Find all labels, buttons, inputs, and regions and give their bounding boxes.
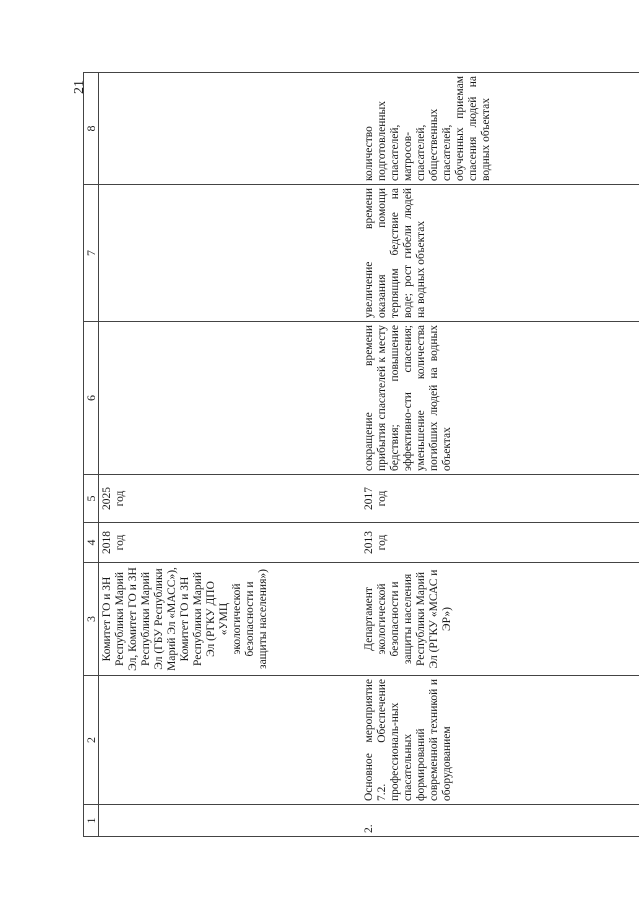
expected-result: сокращение времени прибытия спасателей к месту бедствия; повышение эффективно-сти спасения; уменьшение количества погибших людей на водных объектах	[361, 322, 639, 475]
measure-name	[99, 676, 362, 805]
start-year: 2018 год	[99, 523, 362, 563]
header-col-8: 8	[84, 73, 99, 185]
header-col-1: 1	[84, 805, 99, 837]
responsible-executor: Департамент экологической безопасности и защиты населения Республики Марий Эл (РГКУ «МСАС и ЭР»)	[361, 563, 639, 676]
table-row	[361, 73, 639, 837]
page-number: 21	[72, 80, 87, 94]
header-row	[84, 73, 99, 837]
end-year: 2017 год	[361, 475, 639, 523]
header-col-5: 5	[84, 475, 99, 523]
header-col-6: 6	[84, 322, 99, 475]
row-number: 2.	[361, 805, 639, 837]
responsible-executor: Комитет ГО и ЗН Республики Марий Эл, Комитет ГО и ЗН Республики Марий Эл (ГБУ Республики Марий Эл «МАСС»), Комитет ГО и ЗН Республики Марий Эл (РГКУ ДПО «УМЦ экологической безопасности и защиты населения»)	[99, 563, 362, 676]
linked-indicator	[99, 73, 362, 185]
non-implementation-consequence: увеличение времени оказания помощи терпящим бедствие на воде; рост гибели людей на водных объектах	[361, 185, 639, 322]
table-row	[99, 73, 362, 837]
linked-indicator: количество подготовленных спасателей, матросов-спасателей, общественных спасателей, обученных приемам спасения людей на водных объектах	[361, 73, 639, 185]
end-year: 2025 год	[99, 475, 362, 523]
row-number	[99, 805, 362, 837]
header-col-7: 7	[84, 185, 99, 322]
header-col-4: 4	[84, 523, 99, 563]
measure-name: Основное мероприятие 7.2. Обеспечение профессиональ-ных спасательных формирований современной техникой и оборудованием	[361, 676, 639, 805]
start-year: 2013 год	[361, 523, 639, 563]
header-col-3: 3	[84, 563, 99, 676]
header-col-2: 2	[84, 676, 99, 805]
non-implementation-consequence	[99, 185, 362, 322]
expected-result	[99, 322, 362, 475]
measures-table	[83, 72, 639, 837]
measures-table-container	[83, 76, 639, 837]
